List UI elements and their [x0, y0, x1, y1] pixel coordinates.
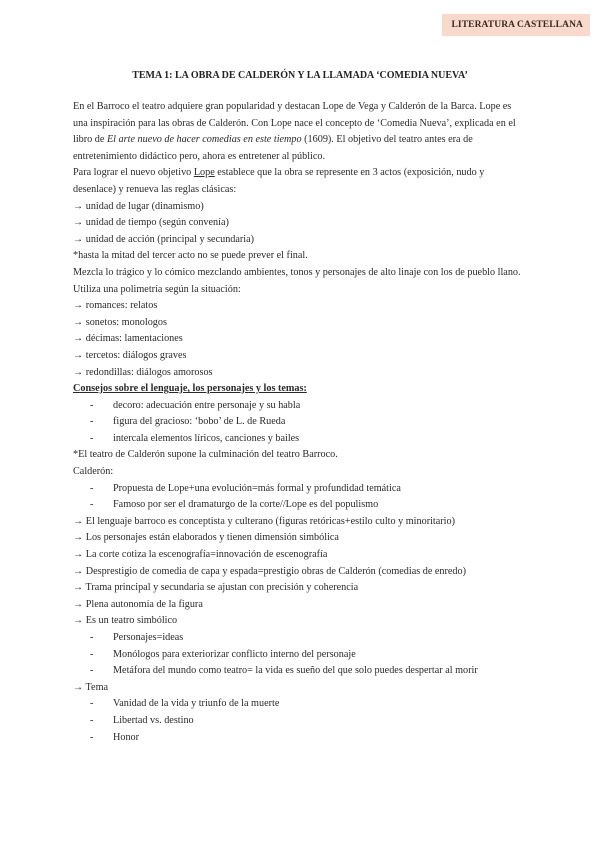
- bullet-dash: -: [90, 432, 94, 444]
- note-final: *hasta la mitad del tercer acto no se puede prever el final.: [73, 250, 308, 262]
- simbolico-item: [73, 663, 523, 680]
- lope-paragraph: [73, 165, 523, 198]
- consejo-text: decoro: adecuación entre personaje y su habla: [113, 399, 301, 411]
- simbolico-text: Personajes=ideas: [113, 632, 184, 643]
- bullet-dash: -: [90, 499, 94, 511]
- book-title: El arte nuevo de hacer comedias en este tiempo: [106, 134, 302, 146]
- tema-label: → Tema: [73, 681, 109, 693]
- page-title: TEMA 1: LA OBRA DE CALDERÓN Y LA LLAMADA ‘COMEDIA NUEVA’: [132, 70, 468, 81]
- polimetria-item: → décimas: lamentaciones: [73, 333, 183, 345]
- simbolico-item: [73, 630, 523, 647]
- bullet-dash: -: [90, 482, 94, 494]
- feature-item: → El lenguaje barroco es conceptista y culterano (figuras retóricas+estilo culto y minoritario): [73, 515, 455, 527]
- polimetria-item: → tercetos: diálogos graves: [73, 349, 187, 361]
- tema-item: [73, 713, 523, 730]
- simbolico-item: [73, 647, 523, 664]
- bullet-dash: -: [90, 714, 94, 726]
- unity-item: → unidad de lugar (dinamismo): [73, 200, 204, 212]
- consejo-text: intercala elementos líricos, canciones y bailes: [113, 432, 300, 444]
- bullet-dash: -: [90, 648, 94, 660]
- calderon-text: Famoso por ser el dramaturgo de la corte//Lope es del populismo: [113, 499, 379, 511]
- intro-text-a: En el Barroco el teatro adquiere gran popularidad y destacan Lope de Vega y Calderón de la Barca. Lope es una inspiración para las obras de Calderón. Con Lope nace el concepto de ‘Comedia Nueva’, explicada en el libro de: [73, 101, 516, 146]
- note-calderon: *El teatro de Calderón supone la culminación del teatro Barroco.: [73, 449, 338, 461]
- consejos-heading: Consejos sobre el lenguaje, los personajes y los temas:: [73, 383, 307, 395]
- lope-text-b: establece que la obra se represente en 3 actos (exposición, nudo y desenlace) y renueva las reglas clásicas:: [73, 167, 485, 195]
- feature-item: → Es un teatro simbólico: [73, 615, 178, 627]
- tema-item: [73, 730, 523, 747]
- simbolico-text: Monólogos para exteriorizar conflicto interno del personaje: [113, 648, 356, 660]
- consejo-text: figura del gracioso: ‘bobo’ de L. de Rueda: [113, 416, 286, 428]
- bullet-dash: -: [90, 731, 94, 743]
- bullet-dash: -: [90, 698, 94, 710]
- bullet-dash: -: [90, 416, 94, 428]
- calderon-item: [73, 481, 523, 498]
- polimetria-intro: Utiliza una polimetría según la situación:: [73, 283, 241, 295]
- polimetria-item: → redondillas: diálogos amorosos: [73, 366, 213, 378]
- feature-item: → Desprestigio de comedia de capa y espada=prestigio obras de Calderón (comedias de enredo): [73, 565, 467, 577]
- bullet-dash: -: [90, 399, 94, 411]
- lope-text-a: Para lograr el nuevo objetivo: [73, 167, 194, 179]
- tema-text: Vanidad de la vida y triunfo de la muerte: [113, 698, 280, 710]
- polimetria-item: → romances: relatos: [73, 300, 158, 312]
- feature-item: → Plena autonomía de la figura: [73, 598, 203, 610]
- subject-tag: LITERATURA CASTELLANA: [442, 14, 590, 36]
- consejo-item: [73, 431, 523, 448]
- feature-item: → Los personajes están elaborados y tienen dimensión simbólica: [73, 532, 339, 544]
- unity-item: → unidad de tiempo (según convenía): [73, 217, 229, 229]
- bullet-dash: -: [90, 632, 94, 643]
- feature-item: → La corte cotiza la escenografía=innovación de escenografía: [73, 549, 328, 561]
- calderon-item: [73, 497, 523, 514]
- intro-paragraph: [73, 99, 523, 165]
- document-body: [73, 99, 523, 746]
- lope-name: Lope: [193, 167, 215, 179]
- consejo-item: [73, 398, 523, 415]
- bullet-dash: -: [90, 665, 94, 677]
- unity-item: → unidad de acción (principal y secundaria): [73, 233, 255, 245]
- simbolico-text: Metáfora del mundo como teatro= la vida es sueño del que solo puedes despertar al morir: [113, 665, 478, 677]
- calderon-text: Propuesta de Lope+una evolución=más formal y profundidad temática: [113, 482, 401, 494]
- tema-text: Libertad vs. destino: [113, 714, 194, 726]
- consejo-item: [73, 414, 523, 431]
- polimetria-item: → sonetos: monologos: [73, 316, 167, 328]
- tema-item: [73, 696, 523, 713]
- feature-item: → Trama principal y secundaria se ajustan con precisión y coherencia: [73, 582, 359, 594]
- intro-text-b: (1609). El objetivo del teatro antes era de entretenimiento didáctico pero, ahora es entretener al público.: [73, 134, 473, 162]
- calderon-label: Calderón:: [73, 466, 114, 478]
- tema-text: Honor: [113, 731, 140, 743]
- mix-line: Mezcla lo trágico y lo cómico mezclando ambientes, tonos y personajes de alto linaje con los de pueblo llano.: [73, 266, 521, 278]
